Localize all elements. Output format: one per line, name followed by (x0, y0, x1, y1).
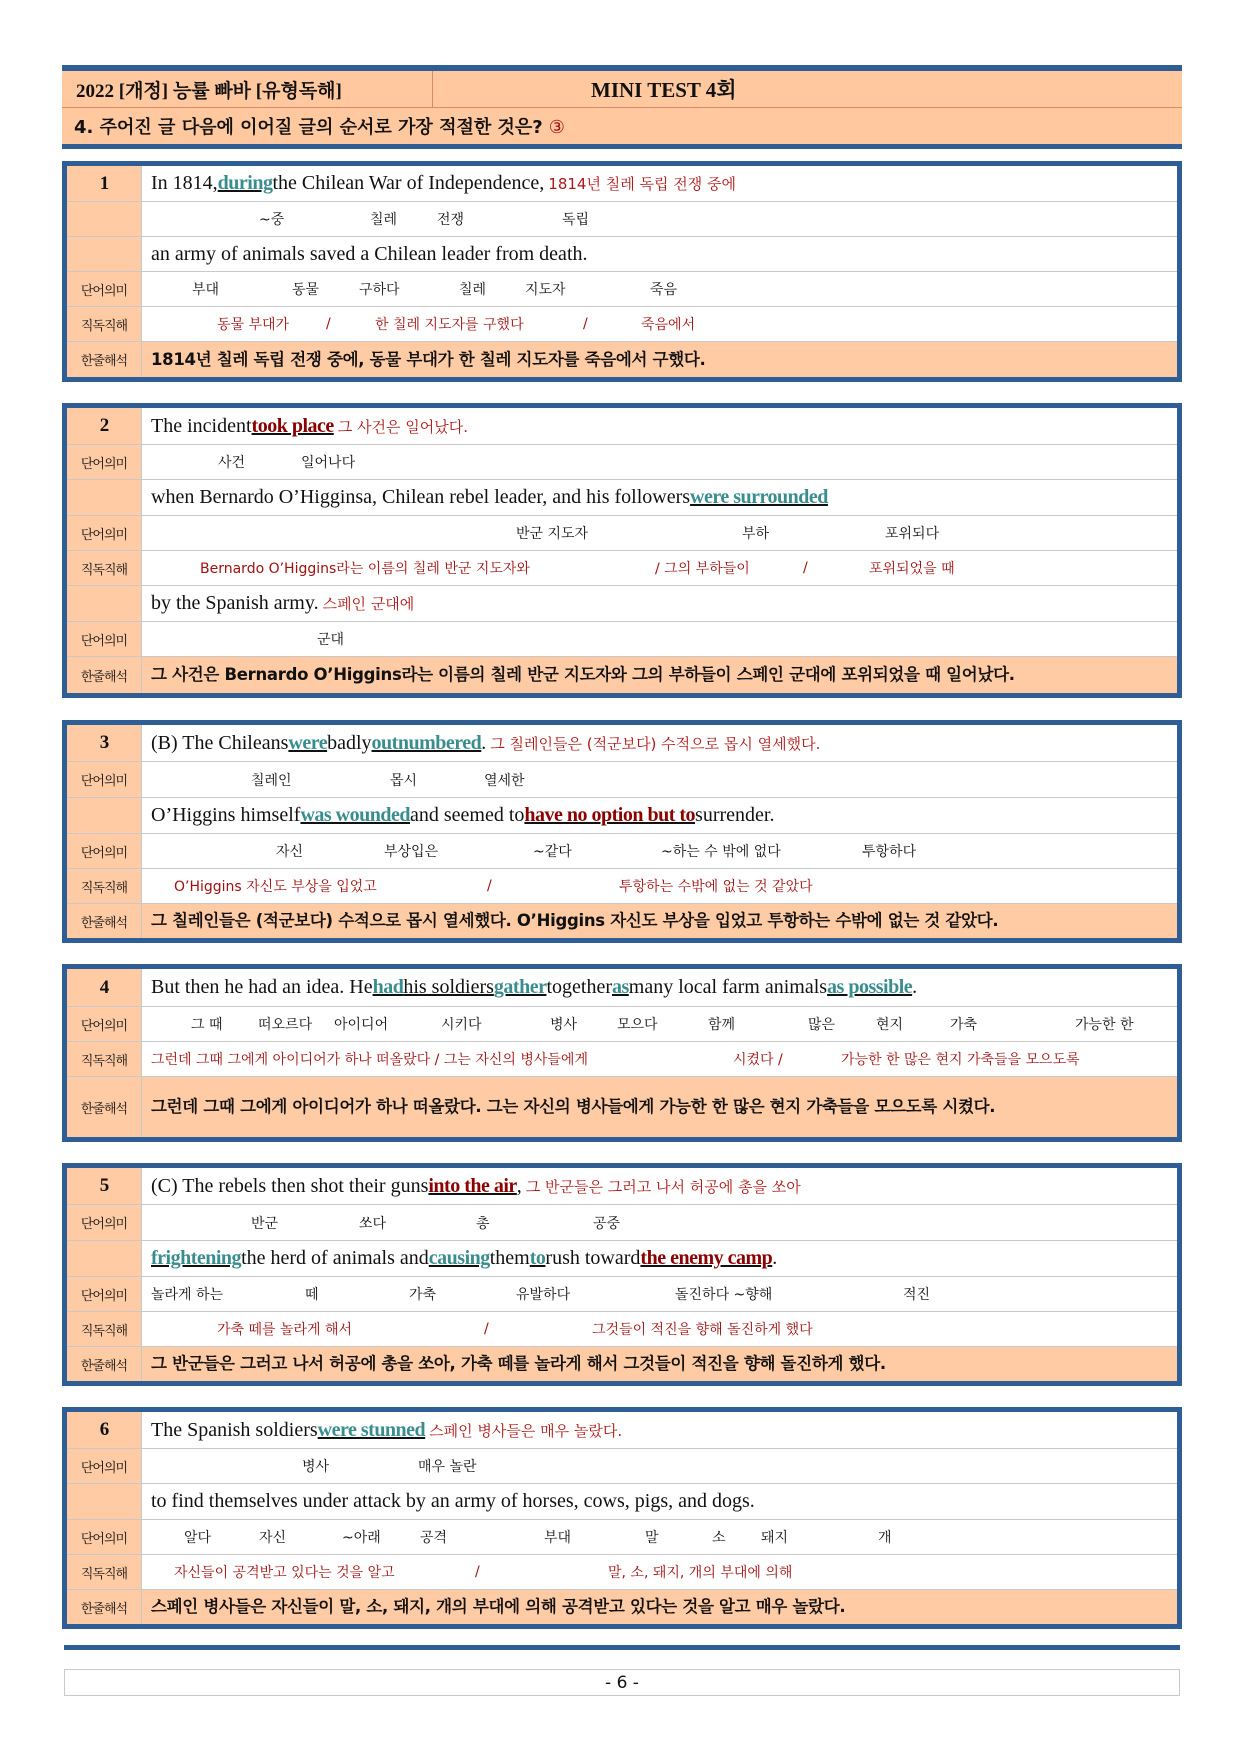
en-row (67, 1412, 1177, 1448)
sentence-text: The Spanish soldiers (151, 1418, 318, 1441)
word-meaning: 부하 (742, 526, 770, 542)
sentence-block-2 (62, 403, 1182, 698)
chunk-translation (142, 869, 1177, 903)
chunk-item: / (487, 878, 492, 894)
key-phrase: were stunned (317, 1418, 426, 1441)
chunk-item: / (475, 1564, 480, 1580)
word-meanings (142, 1277, 1177, 1311)
word-meaning: 가축 (409, 1287, 437, 1303)
word-meaning: 공격 (420, 1530, 448, 1546)
footer-divider (64, 1645, 1180, 1650)
row-label: 단어의미 (67, 272, 142, 306)
row-label: 단어의미 (67, 445, 142, 479)
sentence-number: 5 (67, 1168, 142, 1204)
word-meaning: 죽음 (650, 282, 678, 298)
sentence-text: the Chilean War of Independence, (272, 172, 545, 194)
english-sentence (142, 166, 1177, 201)
row-label: 한줄해석 (67, 1590, 142, 1624)
gloss-row (67, 1204, 1177, 1240)
korean-gloss: 스페인 군대에 (322, 595, 415, 613)
word-meaning: 공중 (593, 1215, 621, 1232)
row-label: 직독직해 (67, 1555, 142, 1589)
sentence-block-6 (62, 1407, 1182, 1629)
key-phrase: had (372, 976, 404, 998)
sentence-text: rush toward (545, 1247, 641, 1269)
word-meanings (142, 272, 1177, 306)
row-label (67, 1241, 142, 1276)
word-meaning: 몹시 (390, 772, 418, 789)
chunk-row (67, 306, 1177, 341)
en-row (67, 236, 1177, 271)
word-meaning: 알다 (184, 1530, 212, 1546)
word-meaning: 구하다 (359, 282, 400, 298)
chunk-item: 한 칠레 지도자를 구했다 (375, 317, 524, 333)
en-row (67, 725, 1177, 761)
word-meaning: 자신 (276, 844, 304, 860)
row-label: 직독직해 (67, 1042, 142, 1076)
word-meaning: 동물 (292, 282, 320, 298)
test-header (62, 65, 1182, 149)
question-text: 4. 주어진 글 다음에 이어질 글의 순서로 가장 적절한 것은? (74, 117, 543, 138)
word-meaning: 그 때 (191, 1017, 223, 1033)
chunk-item: Bernardo O’Higgins라는 이름의 칠레 반군 지도자와 (200, 561, 530, 577)
sentence-block-3 (62, 720, 1182, 943)
question-prompt (62, 113, 565, 139)
english-sentence (142, 586, 1177, 621)
word-meanings (142, 516, 1177, 550)
korean-gloss: 그 반군들은 그러고 나서 허공에 총을 쏘아 (525, 1177, 801, 1196)
gloss-row (67, 444, 1177, 479)
word-meanings (142, 445, 1177, 479)
english-sentence (142, 1241, 1177, 1276)
page-number: - 6 - (605, 1672, 639, 1693)
korean-gloss: 스페인 병사들은 매우 놀랐다. (429, 1421, 623, 1440)
english-sentence (142, 969, 1177, 1006)
full-row (67, 656, 1177, 693)
row-label: 단어의미 (67, 762, 142, 797)
word-meaning: 돼지 (761, 1530, 789, 1546)
row-label: 한줄해석 (67, 1077, 142, 1137)
word-meaning: ~하는 수 밖에 없다 (661, 844, 781, 860)
chunk-translation (142, 551, 1177, 585)
english-sentence (142, 480, 1177, 515)
sentence-block-1 (62, 161, 1182, 382)
key-phrase: were (288, 731, 328, 754)
chunk-item: 가능한 한 많은 현지 가축들을 모으도록 (841, 1052, 1080, 1068)
chunk-item: 동물 부대가 (217, 317, 290, 333)
chunk-translation (142, 1312, 1177, 1346)
english-sentence (142, 408, 1177, 444)
full-translation: 1814년 칠레 독립 전쟁 중에, 동물 부대가 한 칠레 지도자를 죽음에서 구했다. (142, 342, 1177, 377)
en-row (67, 969, 1177, 1006)
row-label: 단어의미 (67, 1277, 142, 1311)
gloss-row (67, 833, 1177, 868)
word-meaning: 지도자 (525, 282, 566, 298)
row-label (67, 798, 142, 833)
en-row (67, 1168, 1177, 1204)
word-meaning: 반군 지도자 (516, 526, 589, 542)
row-label (67, 237, 142, 271)
sentence-text: together (546, 976, 612, 998)
key-phrase: gather (493, 976, 547, 998)
english-sentence (142, 725, 1177, 761)
word-meaning: 칠레 (459, 282, 487, 298)
chunk-translation (142, 1042, 1177, 1076)
word-meaning: 모으다 (617, 1017, 658, 1033)
word-meaning: 떼 (305, 1287, 319, 1303)
word-meaning: ~중 (259, 212, 285, 228)
gloss-row (67, 515, 1177, 550)
word-meaning: 유발하다 (516, 1287, 571, 1303)
sentence-text: . (912, 976, 918, 998)
word-meaning: 총 (476, 1215, 490, 1232)
chunk-item: 투항하는 수밖에 없는 것 같았다 (619, 879, 813, 895)
key-phrase: causing (428, 1247, 490, 1269)
key-phrase: have no option but to (524, 804, 696, 826)
word-meaning: ~아래 (342, 1530, 381, 1546)
sentence-text: . (772, 1247, 778, 1269)
sentence-text: and seemed to (409, 804, 525, 826)
row-label (67, 1484, 142, 1519)
word-meaning: 돌진하다 ~향해 (675, 1287, 773, 1303)
sentence-block-4 (62, 964, 1182, 1142)
sentence-number: 4 (67, 969, 142, 1006)
key-phrase: took place (251, 414, 334, 437)
key-phrase: was wounded (300, 804, 410, 826)
sentence-number: 1 (67, 166, 142, 201)
en-row (67, 166, 1177, 201)
row-label (67, 480, 142, 515)
sentence-text: his soldiers (403, 976, 494, 998)
sentence-text: The incident (151, 414, 252, 437)
word-meanings (142, 762, 1177, 797)
sentence-text: But then he had an idea. He (151, 976, 373, 998)
word-meaning: 군대 (317, 632, 345, 648)
chunk-item: 그것들이 적진을 향해 돌진하게 했다 (592, 1322, 813, 1338)
chunk-row (67, 1041, 1177, 1076)
sentence-text: many local farm animals (628, 976, 828, 998)
sentence-number: 2 (67, 408, 142, 444)
word-meaning: 반군 (251, 1215, 279, 1232)
full-translation: 그 반군들은 그러고 나서 허공에 총을 쏘아, 가축 떼를 놀라게 해서 그것들이 적진을 향해 돌진하게 했다. (142, 1347, 1177, 1381)
row-label: 단어의미 (67, 834, 142, 868)
word-meaning: 병사 (550, 1017, 578, 1033)
word-meaning: 전쟁 (437, 212, 465, 228)
word-meaning: 부상입은 (384, 844, 439, 860)
english-sentence (142, 1412, 1177, 1448)
chunk-item: / (326, 316, 331, 332)
sentence-text: , (516, 1174, 522, 1197)
row-label: 단어의미 (67, 1205, 142, 1240)
word-meaning: 가능한 한 (1075, 1017, 1134, 1033)
word-meaning: 부대 (544, 1530, 572, 1546)
row-label: 단어의미 (67, 516, 142, 550)
key-phrase: during (217, 172, 273, 194)
sentence-text: badly (327, 731, 372, 754)
word-meanings (142, 834, 1177, 868)
word-meaning: ~같다 (533, 844, 572, 860)
row-label: 단어의미 (67, 1520, 142, 1554)
key-phrase: the enemy camp (640, 1247, 773, 1269)
full-translation: 그 칠레인들은 (적군보다) 수적으로 몹시 열세했다. O’Higgins 자신도 부상을 입었고 투항하는 수밖에 없는 것 같았다. (142, 904, 1177, 938)
en-row (67, 479, 1177, 515)
row-label: 직독직해 (67, 1312, 142, 1346)
word-meaning: 독립 (562, 212, 590, 228)
key-phrase: to (529, 1247, 546, 1269)
word-meanings (142, 1449, 1177, 1483)
word-meanings (142, 1007, 1177, 1041)
en-row (67, 585, 1177, 621)
row-label: 단어의미 (67, 1449, 142, 1483)
key-phrase: as possible (827, 976, 913, 998)
word-meaning: 소 (712, 1530, 726, 1546)
sentence-text: surrender. (695, 804, 775, 826)
key-phrase: outnumbered (371, 731, 482, 754)
korean-gloss: 그 사건은 일어났다. (337, 417, 468, 436)
key-phrase: as (611, 976, 629, 998)
word-meanings (142, 622, 1177, 656)
word-meanings (142, 1205, 1177, 1240)
chunk-item: / (803, 560, 808, 576)
row-label: 한줄해석 (67, 342, 142, 377)
sentence-text: . (481, 731, 487, 754)
chunk-translation (142, 1555, 1177, 1589)
english-sentence (142, 237, 1177, 271)
word-meanings (142, 202, 1177, 236)
full-translation: 그런데 그때 그에게 아이디어가 하나 떠올랐다. 그는 자신의 병사들에게 가능한 한 많은 현지 가축들을 모으도록 시켰다. (142, 1077, 1177, 1137)
en-row (67, 797, 1177, 833)
english-sentence (142, 798, 1177, 833)
sentence-text: to find themselves under attack by an army of horses, cows, pigs, and dogs. (151, 1490, 755, 1512)
row-label: 단어의미 (67, 622, 142, 656)
chunk-item: / (583, 316, 588, 332)
gloss-row (67, 1276, 1177, 1311)
word-meaning: 놀라게 하는 (151, 1287, 224, 1303)
sentence-text: by the Spanish army. (151, 592, 319, 614)
word-meaning: 아이디어 (334, 1017, 389, 1033)
word-meaning: 칠레인 (251, 772, 292, 789)
chunk-item: 가축 떼를 놀라게 해서 (217, 1322, 353, 1338)
book-title: 2022 [개정] 능률 빠바 [유형독해] (62, 71, 433, 107)
word-meaning: 개 (878, 1530, 892, 1546)
word-meaning: 말 (645, 1530, 659, 1546)
chunk-translation (142, 307, 1177, 341)
sentence-text: when Bernardo O’Higginsa, Chilean rebel leader, and his followers (151, 486, 691, 508)
test-title: MINI TEST 4회 (591, 78, 737, 102)
word-meaning: 일어나다 (301, 455, 356, 471)
row-label (67, 202, 142, 236)
korean-gloss: 그 칠레인들은 (적군보다) 수적으로 몹시 열세했다. (490, 734, 821, 753)
row-label (67, 586, 142, 621)
sentence-text: (C) The rebels then shot their guns (151, 1174, 429, 1197)
word-meaning: 많은 (808, 1017, 836, 1033)
row-label: 직독직해 (67, 869, 142, 903)
answer-mark: ③ (548, 117, 565, 138)
word-meaning: 매우 놀란 (418, 1459, 477, 1475)
sentence-text: an army of animals saved a Chilean leader from death. (151, 242, 588, 265)
word-meanings (142, 1520, 1177, 1554)
word-meaning: 현지 (876, 1017, 904, 1033)
row-label: 한줄해석 (67, 1347, 142, 1381)
word-meaning: 자신 (259, 1530, 287, 1546)
full-row (67, 1346, 1177, 1381)
word-meaning: 열세한 (484, 772, 525, 789)
full-row (67, 341, 1177, 377)
chunk-row (67, 1554, 1177, 1589)
word-meaning: 투항하다 (862, 844, 917, 860)
chunk-item: 죽음에서 (641, 317, 696, 333)
word-meaning: 함께 (708, 1017, 736, 1033)
chunk-row (67, 550, 1177, 585)
gloss-row (67, 761, 1177, 797)
korean-gloss: 1814년 칠레 독립 전쟁 중에 (548, 175, 736, 193)
page-footer (64, 1669, 1180, 1696)
key-phrase: frightening (151, 1247, 242, 1269)
chunk-item: 포위되었을 때 (869, 561, 955, 577)
sentence-block-5 (62, 1163, 1182, 1386)
chunk-item: / 그의 부하들이 (655, 561, 750, 577)
full-row (67, 903, 1177, 938)
chunk-item: 자신들이 공격받고 있다는 것을 알고 (174, 1565, 395, 1581)
word-meaning: 부대 (192, 282, 220, 298)
full-translation: 그 사건은 Bernardo O’Higgins라는 이름의 칠레 반군 지도자와 그의 부하들이 스페인 군대에 포위되었을 때 일어났다. (142, 657, 1177, 693)
chunk-item: 시켰다 / (733, 1052, 783, 1068)
word-meaning: 쏘다 (359, 1215, 387, 1232)
sentence-text: In 1814, (151, 172, 218, 194)
gloss-row (67, 271, 1177, 306)
full-translation: 스페인 병사들은 자신들이 말, 소, 돼지, 개의 부대에 의해 공격받고 있다는 것을 알고 매우 놀랐다. (142, 1590, 1177, 1624)
chunk-row (67, 1311, 1177, 1346)
chunk-item: / (484, 1321, 489, 1337)
en-row (67, 408, 1177, 444)
chunk-item: 그런데 그때 그에게 아이디어가 하나 떠올랐다 / 그는 자신의 병사들에게 (151, 1052, 588, 1068)
word-meaning: 포위되다 (885, 526, 940, 542)
row-label: 직독직해 (67, 307, 142, 341)
row-label: 한줄해석 (67, 904, 142, 938)
sentence-text: the herd of animals and (241, 1247, 429, 1269)
key-phrase: were surrounded (690, 486, 828, 508)
row-label: 단어의미 (67, 1007, 142, 1041)
english-sentence (142, 1168, 1177, 1204)
gloss-row (67, 1006, 1177, 1041)
sentence-number: 3 (67, 725, 142, 761)
gloss-row (67, 1448, 1177, 1483)
sentence-number: 6 (67, 1412, 142, 1448)
full-row (67, 1589, 1177, 1624)
en-row (67, 1240, 1177, 1276)
gloss-row (67, 621, 1177, 656)
row-label: 직독직해 (67, 551, 142, 585)
chunk-row (67, 868, 1177, 903)
word-meaning: 사건 (218, 455, 246, 471)
sentence-text: O’Higgins himself (151, 804, 301, 826)
sentence-text: them (489, 1247, 530, 1269)
chunk-item: O’Higgins 자신도 부상을 입었고 (174, 879, 377, 895)
row-label: 한줄해석 (67, 657, 142, 693)
word-meaning: 시키다 (441, 1017, 482, 1033)
english-sentence (142, 1484, 1177, 1519)
key-phrase: into the air (428, 1174, 517, 1197)
word-meaning: 가축 (950, 1017, 978, 1033)
word-meaning: 병사 (302, 1459, 330, 1475)
gloss-row (67, 1519, 1177, 1554)
word-meaning: 적진 (903, 1287, 931, 1303)
chunk-item: 말, 소, 돼지, 개의 부대에 의해 (608, 1565, 793, 1581)
gloss-row (67, 201, 1177, 236)
word-meaning: 떠오르다 (258, 1017, 313, 1033)
full-row (67, 1076, 1177, 1137)
word-meaning: 칠레 (370, 212, 398, 228)
sentence-text: (B) The Chileans (151, 731, 289, 754)
en-row (67, 1483, 1177, 1519)
